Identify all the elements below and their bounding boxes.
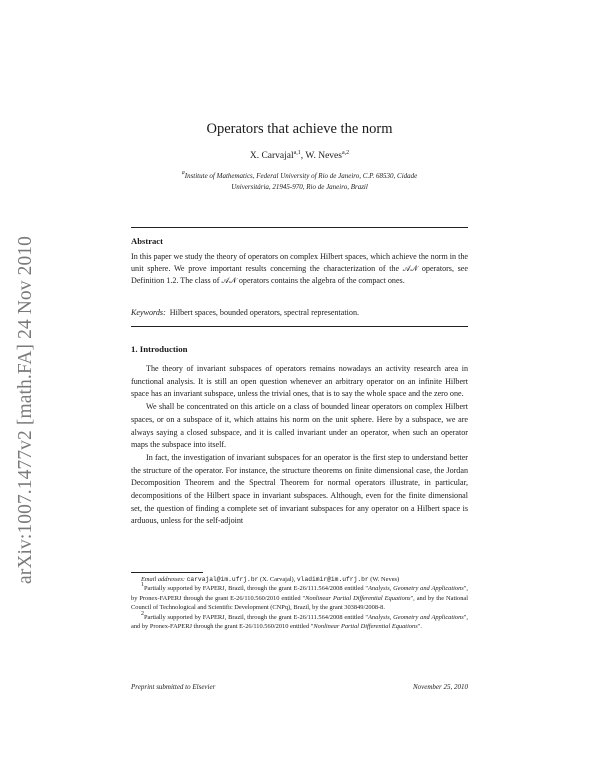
affiliation-line-1: Institute of Mathematics, Federal University of Rio de Janeiro, C.P. 68530, Cidade xyxy=(184,172,418,180)
footnote-1-title-2: Nonlinear Partial Differential Equations xyxy=(305,594,411,602)
footnote-2-part-c: ". xyxy=(417,623,422,631)
footnote-2-part-b: ", and by Pronex-FAPERJ through the grant E-26/110.560/2010 entitled " xyxy=(131,613,469,631)
abstract-bottom-rule xyxy=(131,326,468,327)
affiliation-sup: a xyxy=(181,170,185,176)
footnote-2-title-2: Nonlinear Partial Differential Equations xyxy=(313,623,418,631)
footnote-1 xyxy=(131,584,468,612)
author-separator: , xyxy=(300,151,306,161)
footnote-1-part-c: ", and by the National Council of Technological and Scientific Development (CNPq), Brazil, by the grant 303849/2008-8. xyxy=(131,594,469,612)
page-footer xyxy=(131,683,468,691)
footnote-rule xyxy=(131,572,203,573)
footnote-emails xyxy=(131,575,468,584)
keywords-label: Keywords: xyxy=(131,308,166,317)
paragraph-3: In fact, the investigation of invariant subspaces for an operator is the first step to understand better the structure of the operator. For instance, the structure theorems on finite dimensional case, the Jordan Decomposition Theorem and the Spectral Theorem for normal operators illustrate, in particular, decompositions of the Hilbert space in invariant subspaces. Although, even for the finite dimensional set, the question of finding a complete set of invariant subspaces for any operator on a Hilbert space is arduous, unless for the self-adjoint xyxy=(131,452,468,526)
email-carvajal[interactable]: carvajal@im.ufrj.br xyxy=(186,576,259,583)
arxiv-identifier: arXiv:1007.1477v2 [math.FA] 24 Nov 2010 xyxy=(15,235,36,585)
footnote-2-part-a: Partially supported by FAPERJ, Brazil, through the grant E-26/111.564/2008 entitled " xyxy=(144,613,369,621)
footer-date: November 25, 2010 xyxy=(412,683,468,691)
paragraph-2: We shall be concentrated on this article on a class of bounded linear operators on complex Hilbert spaces, or on a subspace of it, which attains his norm on the unit sphere. Here by a subspace, we are always saying a closed subspace, and it is called invariant under an operator, when such an operator maps the subspace into itself. xyxy=(131,402,468,450)
footnote-1-part-b: ", by Pronex-FAPERJ through the grant E-26/110.560/2010 entitled " xyxy=(131,585,469,602)
footer-preprint: Preprint submitted to Elsevier xyxy=(131,683,216,691)
abstract-text: In this paper we study the theory of operators on complex Hilbert spaces, which achieve the norm in the unit sphere. We prove important results concerning the characterization of the 𝒜𝒩 operators, see Definition 1.2. The class of 𝒜𝒩 operators contains the algebra of the compact ones. xyxy=(131,252,468,286)
section-heading: 1. Introduction xyxy=(131,344,188,354)
author-neves-sup: a,2 xyxy=(341,150,350,156)
footnote-2 xyxy=(131,610,469,632)
author-carvajal: X. Carvajal xyxy=(249,151,294,161)
footnote-1-title-1: Analysis, Geometry and Applications xyxy=(368,585,464,593)
abstract-top-rule xyxy=(131,227,468,228)
author-line xyxy=(131,151,468,161)
author-neves: W. Neves xyxy=(305,151,342,161)
affiliation-line-2: Universitária, 21945-970, Rio de Janeiro, Brazil xyxy=(231,183,368,191)
footnote-1-part-a: Partially supported by FAPERJ, Brazil, through the grant E-26/111.564/2008 entitled " xyxy=(144,585,369,593)
arxiv-side-stamp xyxy=(6,190,46,630)
footnote-1-mark: 1 xyxy=(141,582,144,589)
paragraph-1: The theory of invariant subspaces of operators remains nowadays an activity research area in functional analysis. It is still an open question whenever an arbitrary operator on an infinite Hilbert space has an invariant subspace, unless the trivial ones, that is to say the whole space and the zero one. xyxy=(131,364,468,399)
keywords xyxy=(131,308,468,317)
section-body xyxy=(131,363,468,528)
email-neves-name: (W. Neves) xyxy=(368,576,400,583)
footnote-2-mark: 2 xyxy=(141,610,144,617)
author-carvajal-sup: a,1 xyxy=(293,150,301,156)
keywords-text: Hilbert spaces, bounded operators, spectral representation. xyxy=(169,308,360,317)
footnotes xyxy=(131,575,468,631)
email-label: Email addresses: xyxy=(141,576,185,583)
email-neves[interactable]: vladimir@im.ufrj.br xyxy=(296,576,369,583)
paper-title: Operators that achieve the norm xyxy=(206,121,393,137)
footnote-2-title-1: Analysis, Geometry and Applications xyxy=(368,613,464,621)
affiliation xyxy=(131,171,468,193)
abstract-heading: Abstract xyxy=(131,236,163,246)
email-carvajal-name: (X. Carvajal), xyxy=(258,576,297,583)
